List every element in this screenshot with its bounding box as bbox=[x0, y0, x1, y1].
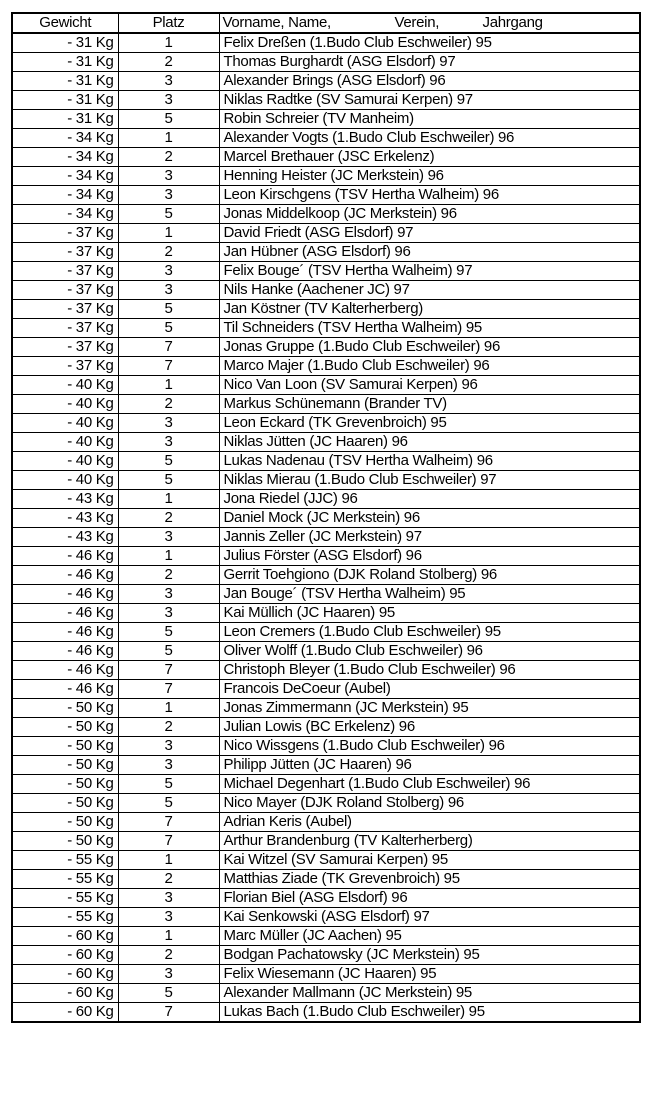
weight-cell: - 40 Kg bbox=[12, 433, 118, 452]
place-cell: 5 bbox=[118, 984, 219, 1003]
name-cell: Alexander Brings (ASG Elsdorf) 96 bbox=[219, 72, 640, 91]
place-cell: 5 bbox=[118, 794, 219, 813]
name-cell: Alexander Mallmann (JC Merkstein) 95 bbox=[219, 984, 640, 1003]
place-cell: 5 bbox=[118, 775, 219, 794]
table-row bbox=[12, 661, 640, 680]
place-cell: 1 bbox=[118, 490, 219, 509]
place-cell: 7 bbox=[118, 357, 219, 376]
table-row bbox=[12, 300, 640, 319]
place-cell: 1 bbox=[118, 224, 219, 243]
name-cell: David Friedt (ASG Elsdorf) 97 bbox=[219, 224, 640, 243]
table-row bbox=[12, 281, 640, 300]
table-row bbox=[12, 490, 640, 509]
name-cell: Marc Müller (JC Aachen) 95 bbox=[219, 927, 640, 946]
name-cell: Bodgan Pachatowsky (JC Merkstein) 95 bbox=[219, 946, 640, 965]
place-cell: 5 bbox=[118, 110, 219, 129]
table-row bbox=[12, 110, 640, 129]
table-row bbox=[12, 357, 640, 376]
weight-cell: - 60 Kg bbox=[12, 946, 118, 965]
place-cell: 3 bbox=[118, 737, 219, 756]
table-row bbox=[12, 946, 640, 965]
table-row bbox=[12, 908, 640, 927]
table-row bbox=[12, 775, 640, 794]
weight-cell: - 31 Kg bbox=[12, 91, 118, 110]
weight-cell: - 34 Kg bbox=[12, 148, 118, 167]
table-row bbox=[12, 148, 640, 167]
weight-cell: - 60 Kg bbox=[12, 984, 118, 1003]
name-cell: Marcel Brethauer (JSC Erkelenz) bbox=[219, 148, 640, 167]
weight-cell: - 40 Kg bbox=[12, 471, 118, 490]
table-row bbox=[12, 205, 640, 224]
weight-cell: - 46 Kg bbox=[12, 623, 118, 642]
place-cell: 3 bbox=[118, 186, 219, 205]
place-cell: 3 bbox=[118, 604, 219, 623]
weight-cell: - 55 Kg bbox=[12, 908, 118, 927]
weight-cell: - 46 Kg bbox=[12, 680, 118, 699]
place-cell: 1 bbox=[118, 129, 219, 148]
table-row bbox=[12, 433, 640, 452]
name-cell: Felix Wiesemann (JC Haaren) 95 bbox=[219, 965, 640, 984]
name-cell: Philipp Jütten (JC Haaren) 96 bbox=[219, 756, 640, 775]
weight-cell: - 60 Kg bbox=[12, 927, 118, 946]
name-cell: Kai Müllich (JC Haaren) 95 bbox=[219, 604, 640, 623]
results-body bbox=[12, 33, 640, 1022]
table-row bbox=[12, 452, 640, 471]
name-cell: Adrian Keris (Aubel) bbox=[219, 813, 640, 832]
weight-cell: - 43 Kg bbox=[12, 509, 118, 528]
table-row bbox=[12, 33, 640, 53]
place-cell: 1 bbox=[118, 927, 219, 946]
table-row bbox=[12, 604, 640, 623]
name-cell: Lukas Nadenau (TSV Hertha Walheim) 96 bbox=[219, 452, 640, 471]
weight-cell: - 37 Kg bbox=[12, 262, 118, 281]
name-cell: Jan Hübner (ASG Elsdorf) 96 bbox=[219, 243, 640, 262]
table-row bbox=[12, 167, 640, 186]
name-cell: Felix Bouge´ (TSV Hertha Walheim) 97 bbox=[219, 262, 640, 281]
weight-cell: - 37 Kg bbox=[12, 357, 118, 376]
name-cell: Jannis Zeller (JC Merkstein) 97 bbox=[219, 528, 640, 547]
name-cell: Francois DeCoeur (Aubel) bbox=[219, 680, 640, 699]
name-cell: Daniel Mock (JC Merkstein) 96 bbox=[219, 509, 640, 528]
name-cell: Kai Witzel (SV Samurai Kerpen) 95 bbox=[219, 851, 640, 870]
table-row bbox=[12, 1003, 640, 1023]
weight-cell: - 46 Kg bbox=[12, 547, 118, 566]
name-cell: Lukas Bach (1.Budo Club Eschweiler) 95 bbox=[219, 1003, 640, 1023]
weight-cell: - 34 Kg bbox=[12, 205, 118, 224]
name-cell: Jonas Middelkoop (JC Merkstein) 96 bbox=[219, 205, 640, 224]
table-row bbox=[12, 585, 640, 604]
name-cell: Nico Mayer (DJK Roland Stolberg) 96 bbox=[219, 794, 640, 813]
place-cell: 3 bbox=[118, 262, 219, 281]
place-cell: 2 bbox=[118, 395, 219, 414]
place-cell: 1 bbox=[118, 376, 219, 395]
weight-cell: - 50 Kg bbox=[12, 756, 118, 775]
name-cell: Florian Biel (ASG Elsdorf) 96 bbox=[219, 889, 640, 908]
weight-cell: - 50 Kg bbox=[12, 832, 118, 851]
table-row bbox=[12, 72, 640, 91]
name-cell: Jan Bouge´ (TSV Hertha Walheim) 95 bbox=[219, 585, 640, 604]
weight-cell: - 55 Kg bbox=[12, 889, 118, 908]
weight-cell: - 55 Kg bbox=[12, 870, 118, 889]
weight-cell: - 40 Kg bbox=[12, 452, 118, 471]
place-cell: 7 bbox=[118, 813, 219, 832]
header-club: Verein, bbox=[394, 14, 440, 31]
table-row bbox=[12, 395, 640, 414]
weight-cell: - 60 Kg bbox=[12, 1003, 118, 1023]
weight-cell: - 50 Kg bbox=[12, 813, 118, 832]
place-cell: 2 bbox=[118, 946, 219, 965]
weight-cell: - 37 Kg bbox=[12, 338, 118, 357]
weight-cell: - 40 Kg bbox=[12, 395, 118, 414]
weight-cell: - 40 Kg bbox=[12, 376, 118, 395]
weight-cell: - 31 Kg bbox=[12, 110, 118, 129]
weight-cell: - 43 Kg bbox=[12, 490, 118, 509]
name-cell: Jonas Gruppe (1.Budo Club Eschweiler) 96 bbox=[219, 338, 640, 357]
results-sheet bbox=[11, 12, 641, 1023]
table-row bbox=[12, 338, 640, 357]
table-row bbox=[12, 680, 640, 699]
weight-cell: - 46 Kg bbox=[12, 642, 118, 661]
place-cell: 5 bbox=[118, 452, 219, 471]
place-cell: 5 bbox=[118, 471, 219, 490]
name-cell: Niklas Radtke (SV Samurai Kerpen) 97 bbox=[219, 91, 640, 110]
table-row bbox=[12, 509, 640, 528]
place-cell: 7 bbox=[118, 1003, 219, 1023]
table-row bbox=[12, 623, 640, 642]
table-row bbox=[12, 547, 640, 566]
weight-cell: - 31 Kg bbox=[12, 33, 118, 53]
name-cell: Christoph Bleyer (1.Budo Club Eschweiler) 96 bbox=[219, 661, 640, 680]
place-cell: 2 bbox=[118, 53, 219, 72]
table-row bbox=[12, 699, 640, 718]
table-row bbox=[12, 129, 640, 148]
place-cell: 3 bbox=[118, 72, 219, 91]
name-cell: Gerrit Toehgiono (DJK Roland Stolberg) 96 bbox=[219, 566, 640, 585]
place-cell: 2 bbox=[118, 148, 219, 167]
table-row bbox=[12, 832, 640, 851]
name-cell: Nils Hanke (Aachener JC) 97 bbox=[219, 281, 640, 300]
place-cell: 1 bbox=[118, 851, 219, 870]
table-row bbox=[12, 889, 640, 908]
name-cell: Nico Van Loon (SV Samurai Kerpen) 96 bbox=[219, 376, 640, 395]
place-cell: 2 bbox=[118, 509, 219, 528]
table-row bbox=[12, 927, 640, 946]
weight-cell: - 50 Kg bbox=[12, 775, 118, 794]
table-row bbox=[12, 737, 640, 756]
table-row bbox=[12, 53, 640, 72]
table-row bbox=[12, 566, 640, 585]
weight-cell: - 55 Kg bbox=[12, 851, 118, 870]
weight-cell: - 37 Kg bbox=[12, 300, 118, 319]
name-cell: Felix Dreßen (1.Budo Club Eschweiler) 95 bbox=[219, 33, 640, 53]
weight-cell: - 50 Kg bbox=[12, 737, 118, 756]
name-cell: Leon Eckard (TK Grevenbroich) 95 bbox=[219, 414, 640, 433]
name-cell: Jan Köstner (TV Kalterherberg) bbox=[219, 300, 640, 319]
table-row bbox=[12, 813, 640, 832]
weight-cell: - 46 Kg bbox=[12, 585, 118, 604]
table-row bbox=[12, 414, 640, 433]
name-cell: Jona Riedel (JJC) 96 bbox=[219, 490, 640, 509]
name-cell: Nico Wissgens (1.Budo Club Eschweiler) 96 bbox=[219, 737, 640, 756]
name-cell: Leon Cremers (1.Budo Club Eschweiler) 95 bbox=[219, 623, 640, 642]
header-place: Platz bbox=[118, 13, 219, 33]
place-cell: 3 bbox=[118, 433, 219, 452]
place-cell: 3 bbox=[118, 167, 219, 186]
header-row bbox=[12, 13, 640, 33]
table-row bbox=[12, 718, 640, 737]
place-cell: 2 bbox=[118, 566, 219, 585]
place-cell: 3 bbox=[118, 908, 219, 927]
place-cell: 3 bbox=[118, 965, 219, 984]
table-row bbox=[12, 870, 640, 889]
table-row bbox=[12, 642, 640, 661]
table-row bbox=[12, 471, 640, 490]
weight-cell: - 37 Kg bbox=[12, 281, 118, 300]
weight-cell: - 34 Kg bbox=[12, 167, 118, 186]
name-cell: Niklas Jütten (JC Haaren) 96 bbox=[219, 433, 640, 452]
weight-cell: - 50 Kg bbox=[12, 794, 118, 813]
place-cell: 2 bbox=[118, 870, 219, 889]
weight-cell: - 43 Kg bbox=[12, 528, 118, 547]
place-cell: 1 bbox=[118, 33, 219, 53]
weight-cell: - 60 Kg bbox=[12, 965, 118, 984]
weight-cell: - 37 Kg bbox=[12, 243, 118, 262]
weight-cell: - 50 Kg bbox=[12, 699, 118, 718]
header-name: Vorname, Name, bbox=[222, 14, 331, 31]
table-row bbox=[12, 243, 640, 262]
header-year: Jahrgang bbox=[482, 14, 543, 31]
place-cell: 3 bbox=[118, 889, 219, 908]
weight-cell: - 50 Kg bbox=[12, 718, 118, 737]
table-row bbox=[12, 756, 640, 775]
weight-cell: - 46 Kg bbox=[12, 566, 118, 585]
place-cell: 5 bbox=[118, 300, 219, 319]
name-cell: Niklas Mierau (1.Budo Club Eschweiler) 97 bbox=[219, 471, 640, 490]
name-cell: Michael Degenhart (1.Budo Club Eschweiler) 96 bbox=[219, 775, 640, 794]
place-cell: 3 bbox=[118, 91, 219, 110]
name-cell: Matthias Ziade (TK Grevenbroich) 95 bbox=[219, 870, 640, 889]
place-cell: 2 bbox=[118, 718, 219, 737]
weight-cell: - 34 Kg bbox=[12, 129, 118, 148]
table-row bbox=[12, 91, 640, 110]
name-cell: Henning Heister (JC Merkstein) 96 bbox=[219, 167, 640, 186]
place-cell: 5 bbox=[118, 319, 219, 338]
place-cell: 5 bbox=[118, 205, 219, 224]
results-table bbox=[11, 12, 641, 1023]
name-cell: Til Schneiders (TSV Hertha Walheim) 95 bbox=[219, 319, 640, 338]
name-cell: Julian Lowis (BC Erkelenz) 96 bbox=[219, 718, 640, 737]
place-cell: 3 bbox=[118, 414, 219, 433]
weight-cell: - 37 Kg bbox=[12, 224, 118, 243]
header-weight: Gewicht bbox=[12, 13, 118, 33]
table-row bbox=[12, 984, 640, 1003]
place-cell: 2 bbox=[118, 243, 219, 262]
name-cell: Julius Förster (ASG Elsdorf) 96 bbox=[219, 547, 640, 566]
place-cell: 7 bbox=[118, 338, 219, 357]
header-name-club-year bbox=[219, 13, 640, 33]
place-cell: 1 bbox=[118, 699, 219, 718]
weight-cell: - 31 Kg bbox=[12, 53, 118, 72]
name-cell: Thomas Burghardt (ASG Elsdorf) 97 bbox=[219, 53, 640, 72]
place-cell: 7 bbox=[118, 832, 219, 851]
table-row bbox=[12, 319, 640, 338]
place-cell: 7 bbox=[118, 680, 219, 699]
weight-cell: - 31 Kg bbox=[12, 72, 118, 91]
name-cell: Kai Senkowski (ASG Elsdorf) 97 bbox=[219, 908, 640, 927]
place-cell: 3 bbox=[118, 585, 219, 604]
place-cell: 7 bbox=[118, 661, 219, 680]
place-cell: 3 bbox=[118, 281, 219, 300]
table-row bbox=[12, 376, 640, 395]
weight-cell: - 46 Kg bbox=[12, 661, 118, 680]
place-cell: 1 bbox=[118, 547, 219, 566]
name-cell: Arthur Brandenburg (TV Kalterherberg) bbox=[219, 832, 640, 851]
name-cell: Oliver Wolff (1.Budo Club Eschweiler) 96 bbox=[219, 642, 640, 661]
weight-cell: - 37 Kg bbox=[12, 319, 118, 338]
table-row bbox=[12, 528, 640, 547]
table-row bbox=[12, 965, 640, 984]
weight-cell: - 34 Kg bbox=[12, 186, 118, 205]
name-cell: Robin Schreier (TV Manheim) bbox=[219, 110, 640, 129]
table-row bbox=[12, 794, 640, 813]
name-cell: Marco Majer (1.Budo Club Eschweiler) 96 bbox=[219, 357, 640, 376]
name-cell: Markus Schünemann (Brander TV) bbox=[219, 395, 640, 414]
place-cell: 3 bbox=[118, 528, 219, 547]
table-row bbox=[12, 851, 640, 870]
place-cell: 5 bbox=[118, 642, 219, 661]
table-row bbox=[12, 186, 640, 205]
name-cell: Jonas Zimmermann (JC Merkstein) 95 bbox=[219, 699, 640, 718]
place-cell: 5 bbox=[118, 623, 219, 642]
name-cell: Alexander Vogts (1.Budo Club Eschweiler) 96 bbox=[219, 129, 640, 148]
table-row bbox=[12, 224, 640, 243]
name-cell: Leon Kirschgens (TSV Hertha Walheim) 96 bbox=[219, 186, 640, 205]
table-row bbox=[12, 262, 640, 281]
weight-cell: - 46 Kg bbox=[12, 604, 118, 623]
place-cell: 3 bbox=[118, 756, 219, 775]
weight-cell: - 40 Kg bbox=[12, 414, 118, 433]
